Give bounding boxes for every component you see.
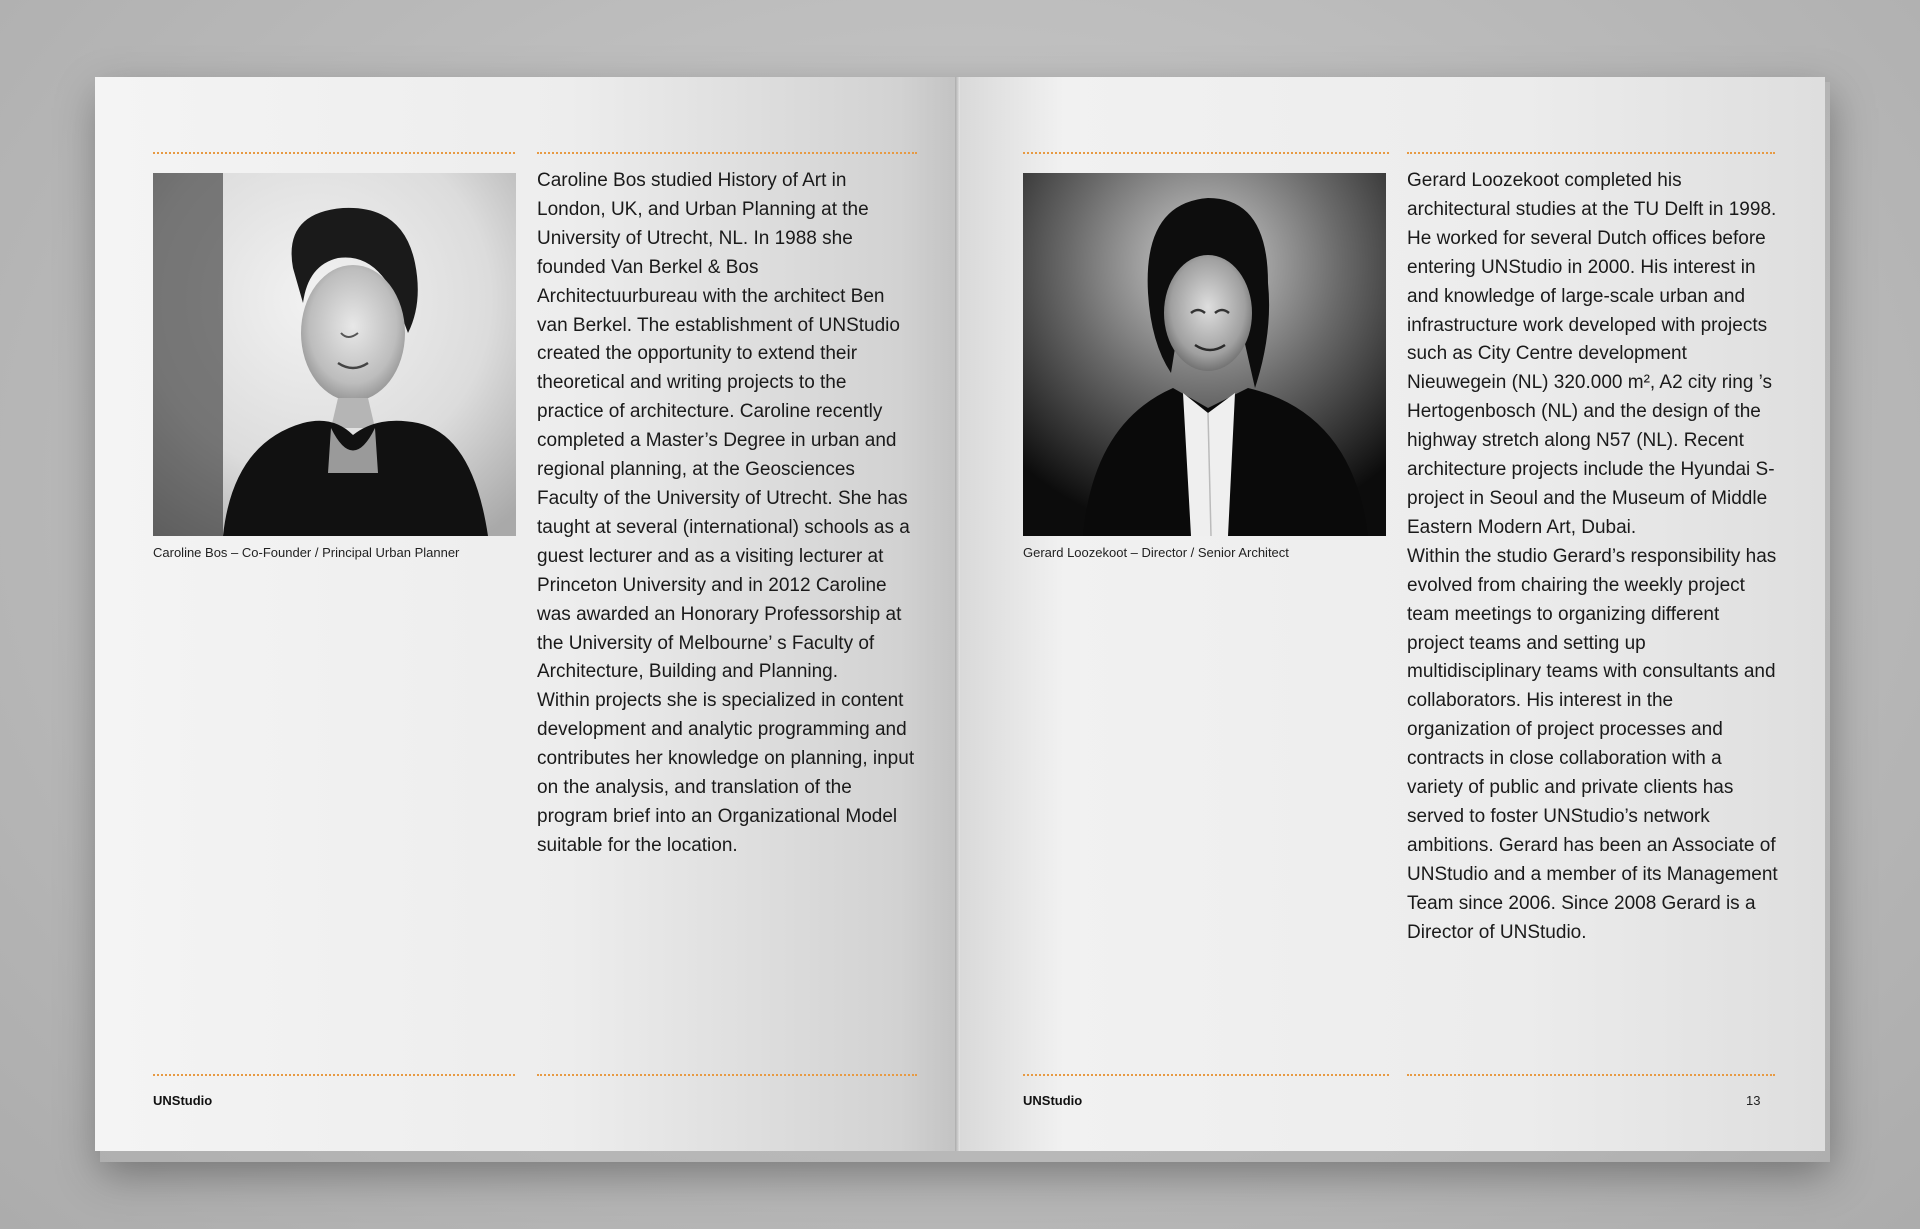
top-rule-right-col — [1407, 152, 1775, 154]
bottom-rule-right-col — [1407, 1074, 1775, 1076]
bio-paragraph: Within projects she is specialized in content development and analytic programming and contributes her knowledge on planning, input on the analysis, and translation of the program brief into an Organizational Model suitable for the location. — [537, 690, 915, 856]
portrait-photo-caroline — [153, 173, 516, 536]
top-rule-right-col — [537, 152, 917, 154]
bottom-rule-right-col — [537, 1074, 917, 1076]
top-rule-left-col — [153, 152, 515, 154]
bio-paragraph: Within the studio Gerard’s responsibility has evolved from chairing the weekly project team meetings to organizing different project teams and setting up multidisciplinary teams with consultants and collaborators. His interest in the organization of project processes and contracts in close collaboration with a variety of public and private clients has served to foster UNStudio’s network ambitions. Gerard has been an Associate of UNStudio and a member of its Management Team since 2006. Since 2008 Gerard is a Director of UNStudio. — [1407, 545, 1778, 943]
portrait-photo-gerard — [1023, 173, 1386, 536]
page-number: 13 — [1746, 1093, 1761, 1108]
bio-paragraph: Caroline Bos studied History of Art in London, UK, and Urban Planning at the University of Utrecht, NL. In 1988 she founded Van Berkel & Bos Architectuurbureau with the architect Ben van Berkel. The establishment of UNStudio created the opportunity to extend their theoretical and writing projects to the practice of architecture. Caroline recently completed a Master’s Degree in urban and regional planning, at the Geosciences Faculty of the University of Utrecht. She has taught at several (international) schools as a guest lecturer and as a visiting lecturer at Princeton University and in 2012 Caroline was awarded an Honorary Professorship at the University of Melbourne’ s Faculty of Architecture, Building and Planning. — [537, 170, 910, 683]
bio-text — [1407, 167, 1779, 947]
footer-brand: UNStudio — [1023, 1093, 1083, 1108]
bottom-rule-left-col — [153, 1074, 515, 1076]
portrait-caption: Caroline Bos – Co-Founder / Principal Urban Planner — [153, 545, 460, 560]
portrait-caption: Gerard Loozekoot – Director / Senior Architect — [1023, 545, 1289, 560]
bio-paragraph: Gerard Loozekoot completed his architectural studies at the TU Delft in 1998. He worked for several Dutch offices before entering UNStudio in 2000. His interest in and knowledge of large-scale urban and infrastructure work developed with projects such as City Centre development Nieuwegein (NL) 320.000 m², A2 city ring ’s Hertogenbosch (NL) and the design of the highway stretch along N57 (NL). Recent architecture projects include the Hyundai S-project in Seoul and the Museum of Middle Eastern Modern Art, Dubai. — [1407, 170, 1777, 538]
bio-text — [537, 167, 917, 861]
left-page — [95, 77, 960, 1151]
right-page — [960, 77, 1825, 1151]
bottom-rule-left-col — [1023, 1074, 1389, 1076]
top-rule-left-col — [1023, 152, 1389, 154]
footer-brand: UNStudio — [153, 1093, 213, 1108]
